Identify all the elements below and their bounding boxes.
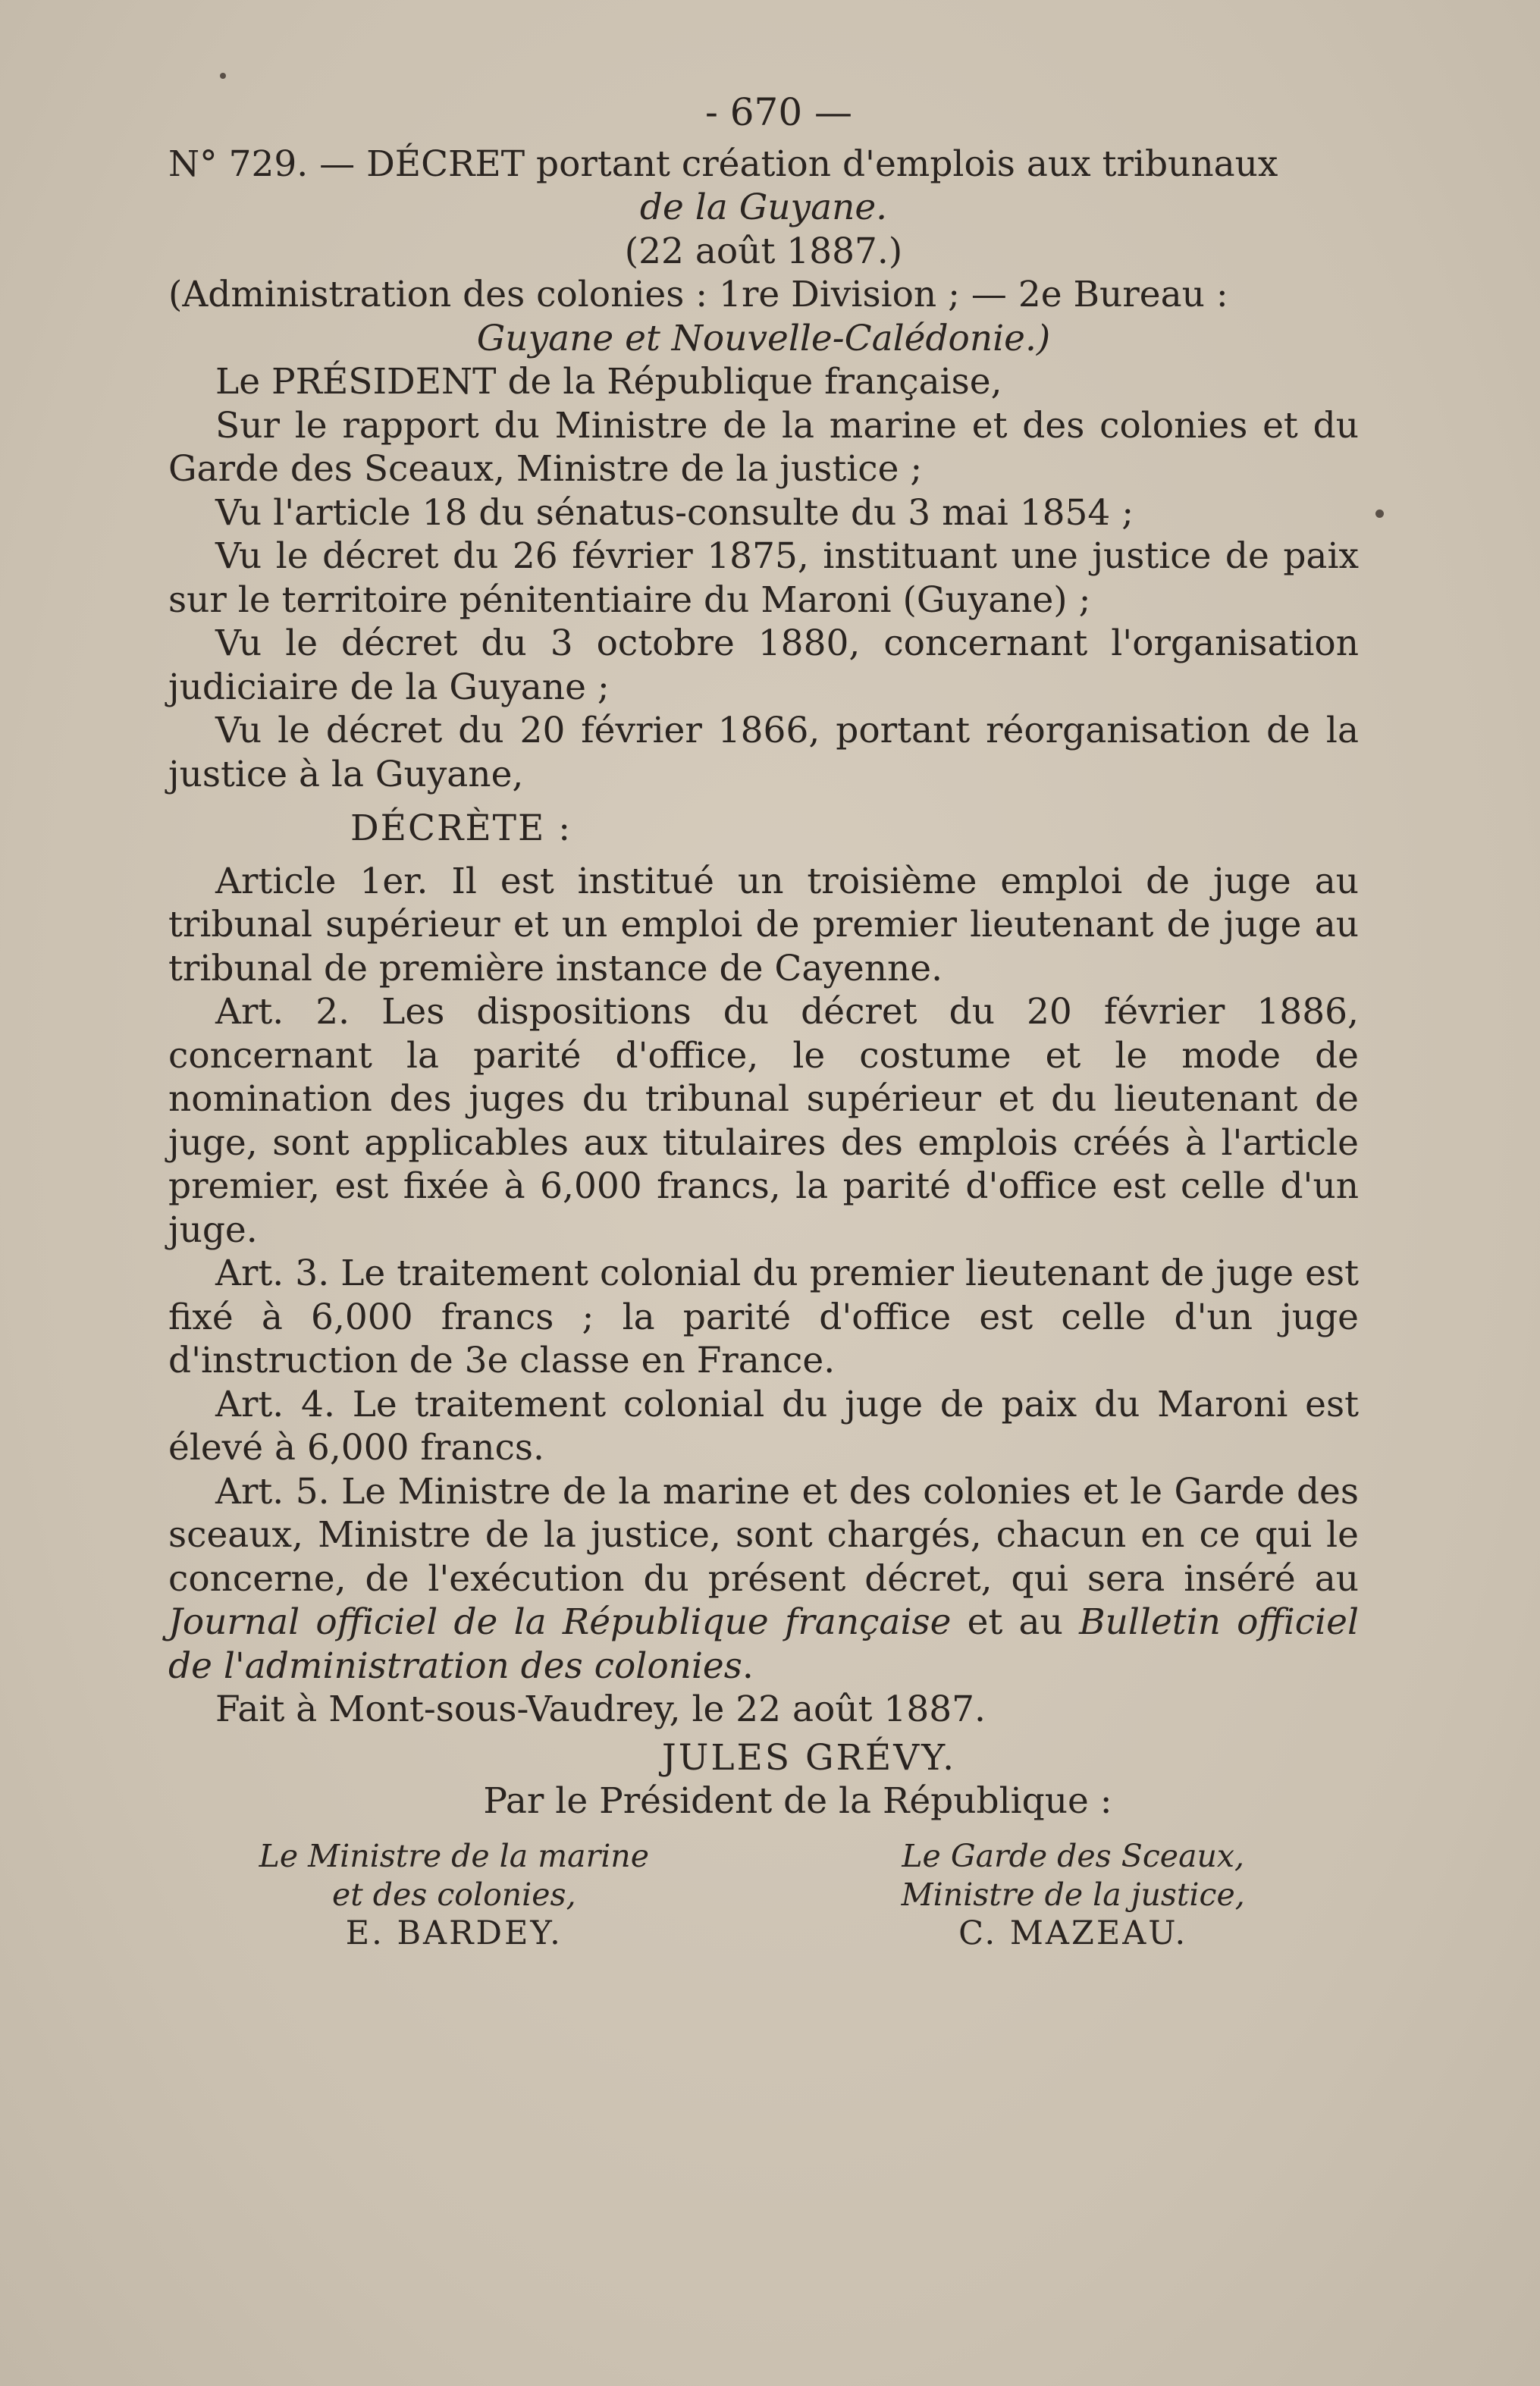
minister-title-line2: Ministre de la justice, — [901, 1876, 1245, 1913]
par-le-president: Par le Président de la République : — [483, 1780, 1112, 1822]
preamble-vu-1: Vu l'article 18 du sénatus-consulte du 3 mai 1854 ; — [215, 491, 1134, 534]
decree-heading-line1: N° 729. — DÉCRET portant création d'emplois aux tribunaux — [168, 143, 1278, 185]
decrete-heading: DÉCRÈTE : — [350, 807, 572, 849]
journal-officiel: Journal officiel de la République française — [168, 1601, 952, 1643]
minister-title-line1: Le Ministre de la marine — [259, 1837, 649, 1874]
article-5-text-middle: et au — [951, 1601, 1080, 1643]
fait-line: Fait à Mont-sous-Vaudrey, le 22 août 1887. — [215, 1688, 986, 1730]
decree-text — [168, 91, 1359, 1953]
minister-title-line2: et des colonies, — [331, 1876, 576, 1913]
admin-line1: (Administration des colonies : 1re Division ; — 2e Bureau : — [168, 274, 1228, 315]
preamble-vu-2: Vu le décret du 26 février 1875, instituant une justice de paix sur le territoire pénitentiaire du Maroni (Guyane) ; — [168, 535, 1359, 621]
minister-marine — [168, 1837, 740, 1953]
decree-heading — [168, 143, 1359, 187]
page-number: - 670 — — [704, 90, 853, 134]
preamble-vu-3: Vu le décret du 3 octobre 1880, concernant l'organisation judiciaire de la Guyane ; — [168, 622, 1359, 708]
minister-signatures — [168, 1837, 1359, 1953]
minister-name: C. MAZEAU. — [958, 1914, 1188, 1952]
bulletin-officiel: Bulletin officiel de l'administration des colonies — [168, 1601, 1359, 1687]
decree-heading-line2: de la Guyane. — [639, 187, 888, 228]
ink-speck — [1375, 509, 1384, 518]
article-2: Art. 2. Les dispositions du décret du 20 février 1886, concernant la parité d'office, le costume et le mode de nomination des juges du tribunal supérieur et du lieutenant de juge, sont applicables aux titulaires des emplois créés à l'article premier, est fixée à 6,000 francs, la parité d'office est celle d'un juge. — [168, 991, 1359, 1251]
minister-title-line1: Le Garde des Sceaux, — [902, 1837, 1245, 1874]
article-4: Art. 4. Le traitement colonial du juge de paix du Maroni est élevé à 6,000 francs. — [168, 1383, 1359, 1469]
article-5-text-after: . — [742, 1644, 754, 1687]
article-1: Article 1er. Il est institué un troisième emploi de juge au tribunal supérieur et un emploi de premier lieutenant de juge au tribunal de première instance de Cayenne. — [168, 860, 1359, 989]
decree-date: (22 août 1887.) — [624, 230, 903, 272]
preamble-rapport: Sur le rapport du Ministre de la marine et des colonies et du Garde des Sceaux, Ministre de la justice ; — [168, 404, 1359, 490]
article-5 — [168, 1470, 1359, 1688]
president-signature: JULES GRÉVY. — [661, 1736, 957, 1779]
preamble-president: Le PRÉSIDENT de la République française, — [215, 361, 1002, 403]
preamble-vu-4: Vu le décret du 20 février 1866, portant réorganisation de la justice à la Guyane, — [168, 710, 1359, 795]
minister-justice — [787, 1837, 1359, 1953]
admin-line2: Guyane et Nouvelle-Calédonie.) — [476, 317, 1051, 359]
article-3: Art. 3. Le traitement colonial du premier lieutenant de juge est fixé à 6,000 francs ; la parité d'office est celle d'un juge d'instruction de 3e classe en France. — [168, 1253, 1359, 1381]
article-5-text-before: Art. 5. Le Ministre de la marine et des colonies et le Garde des sceaux, Ministre de la justice, sont chargés, chacun en ce qui le concerne, de l'exécution du présent décret, qui sera inséré au — [168, 1470, 1359, 1600]
minister-name: E. BARDEY. — [345, 1914, 563, 1952]
ink-speck — [220, 73, 226, 79]
